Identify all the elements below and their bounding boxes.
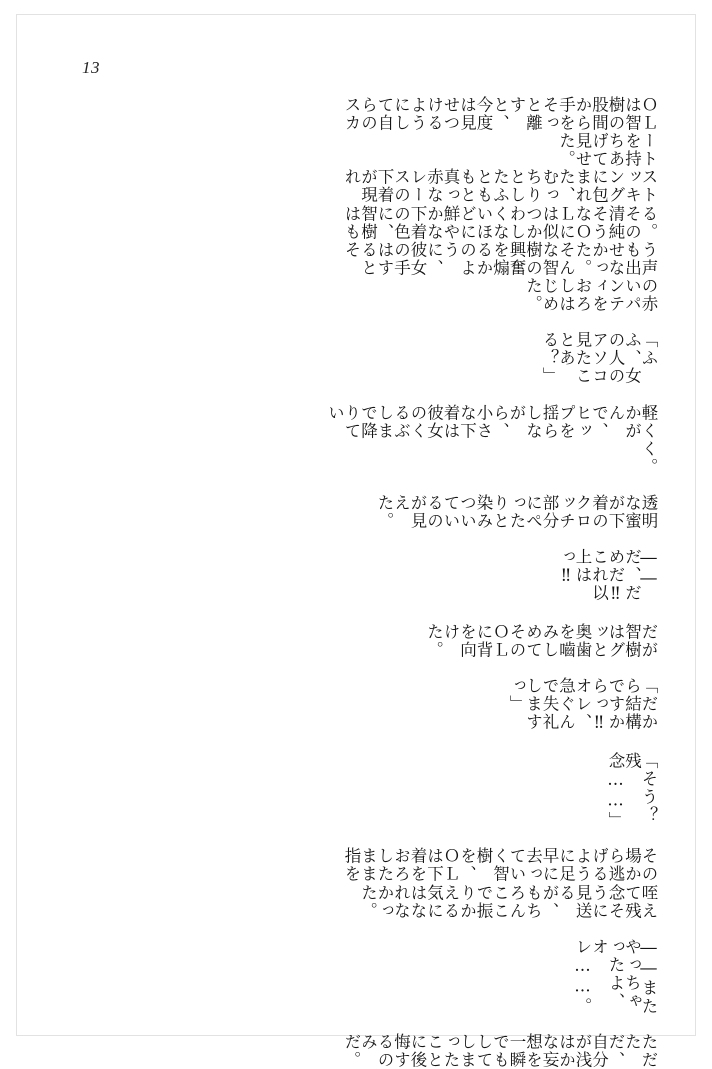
text-column: 「だから結構ですからっ‼ オレ、急ぐんで失礼しますっ」 (507, 677, 658, 753)
text-column: 「そう？ 残念……」 (606, 751, 658, 843)
text-column: その場から逃げるように足早に去っていく智樹を、ＯＬは下着をおろしたまま指を (342, 847, 658, 884)
text-column: く。 (639, 439, 658, 476)
text-column: ただただ、自分が浅はかな妄想を一瞬でもしてしまったことに後悔するのみだ。 (342, 1033, 658, 1069)
text-column: る。その清純そうなＯＬには似つかわしくないほどに鮮やかな下着の色に、智樹はも (342, 204, 658, 241)
vertical-text-body (96, 96, 658, 1069)
text-column: ――だ、だめだ‼ これ以上はっ‼ (556, 548, 658, 624)
page-number: 13 (82, 58, 100, 77)
text-column: 咥えて残念そうに見送るが、もちろんここで振りかえる気にはなれなかった。 (358, 883, 658, 920)
text-column: ストッキングに包まれた、むっちりとしたふとももと真っ赤なレースの下着が現れ (342, 168, 658, 205)
text-column: ――またやっちゃったよ、オレ……。 (573, 937, 658, 1016)
text-column: う声も出せなかった。そんな智樹の興奮を煽るかのように、彼女の手はするとそ (342, 240, 658, 278)
text-column: ＯＬは智樹の股間から手をそっと離すと、今度は見せつけるようにして自らのスカ (342, 96, 658, 133)
text-column: の赤いパンティをおろしはじめた。 (523, 277, 658, 314)
text-column: 透明な蜜が下着のクロッチ部分にぺったりと染みついているのが見えた。 (375, 493, 658, 531)
text-column: 「ふふ、女の人のアソコ見たことある？」 (540, 331, 658, 386)
text-column: 軽くかがんで、ヒップを揺らしながら、小さな下着は彼女のくるぶしまで降りてい (325, 403, 658, 440)
text-column: ートを持ちあげて見せた。 (556, 132, 658, 169)
text-column: だが智樹はグッと奥歯を嚙みしめてそのＯＬに背を向けた。 (424, 622, 658, 660)
